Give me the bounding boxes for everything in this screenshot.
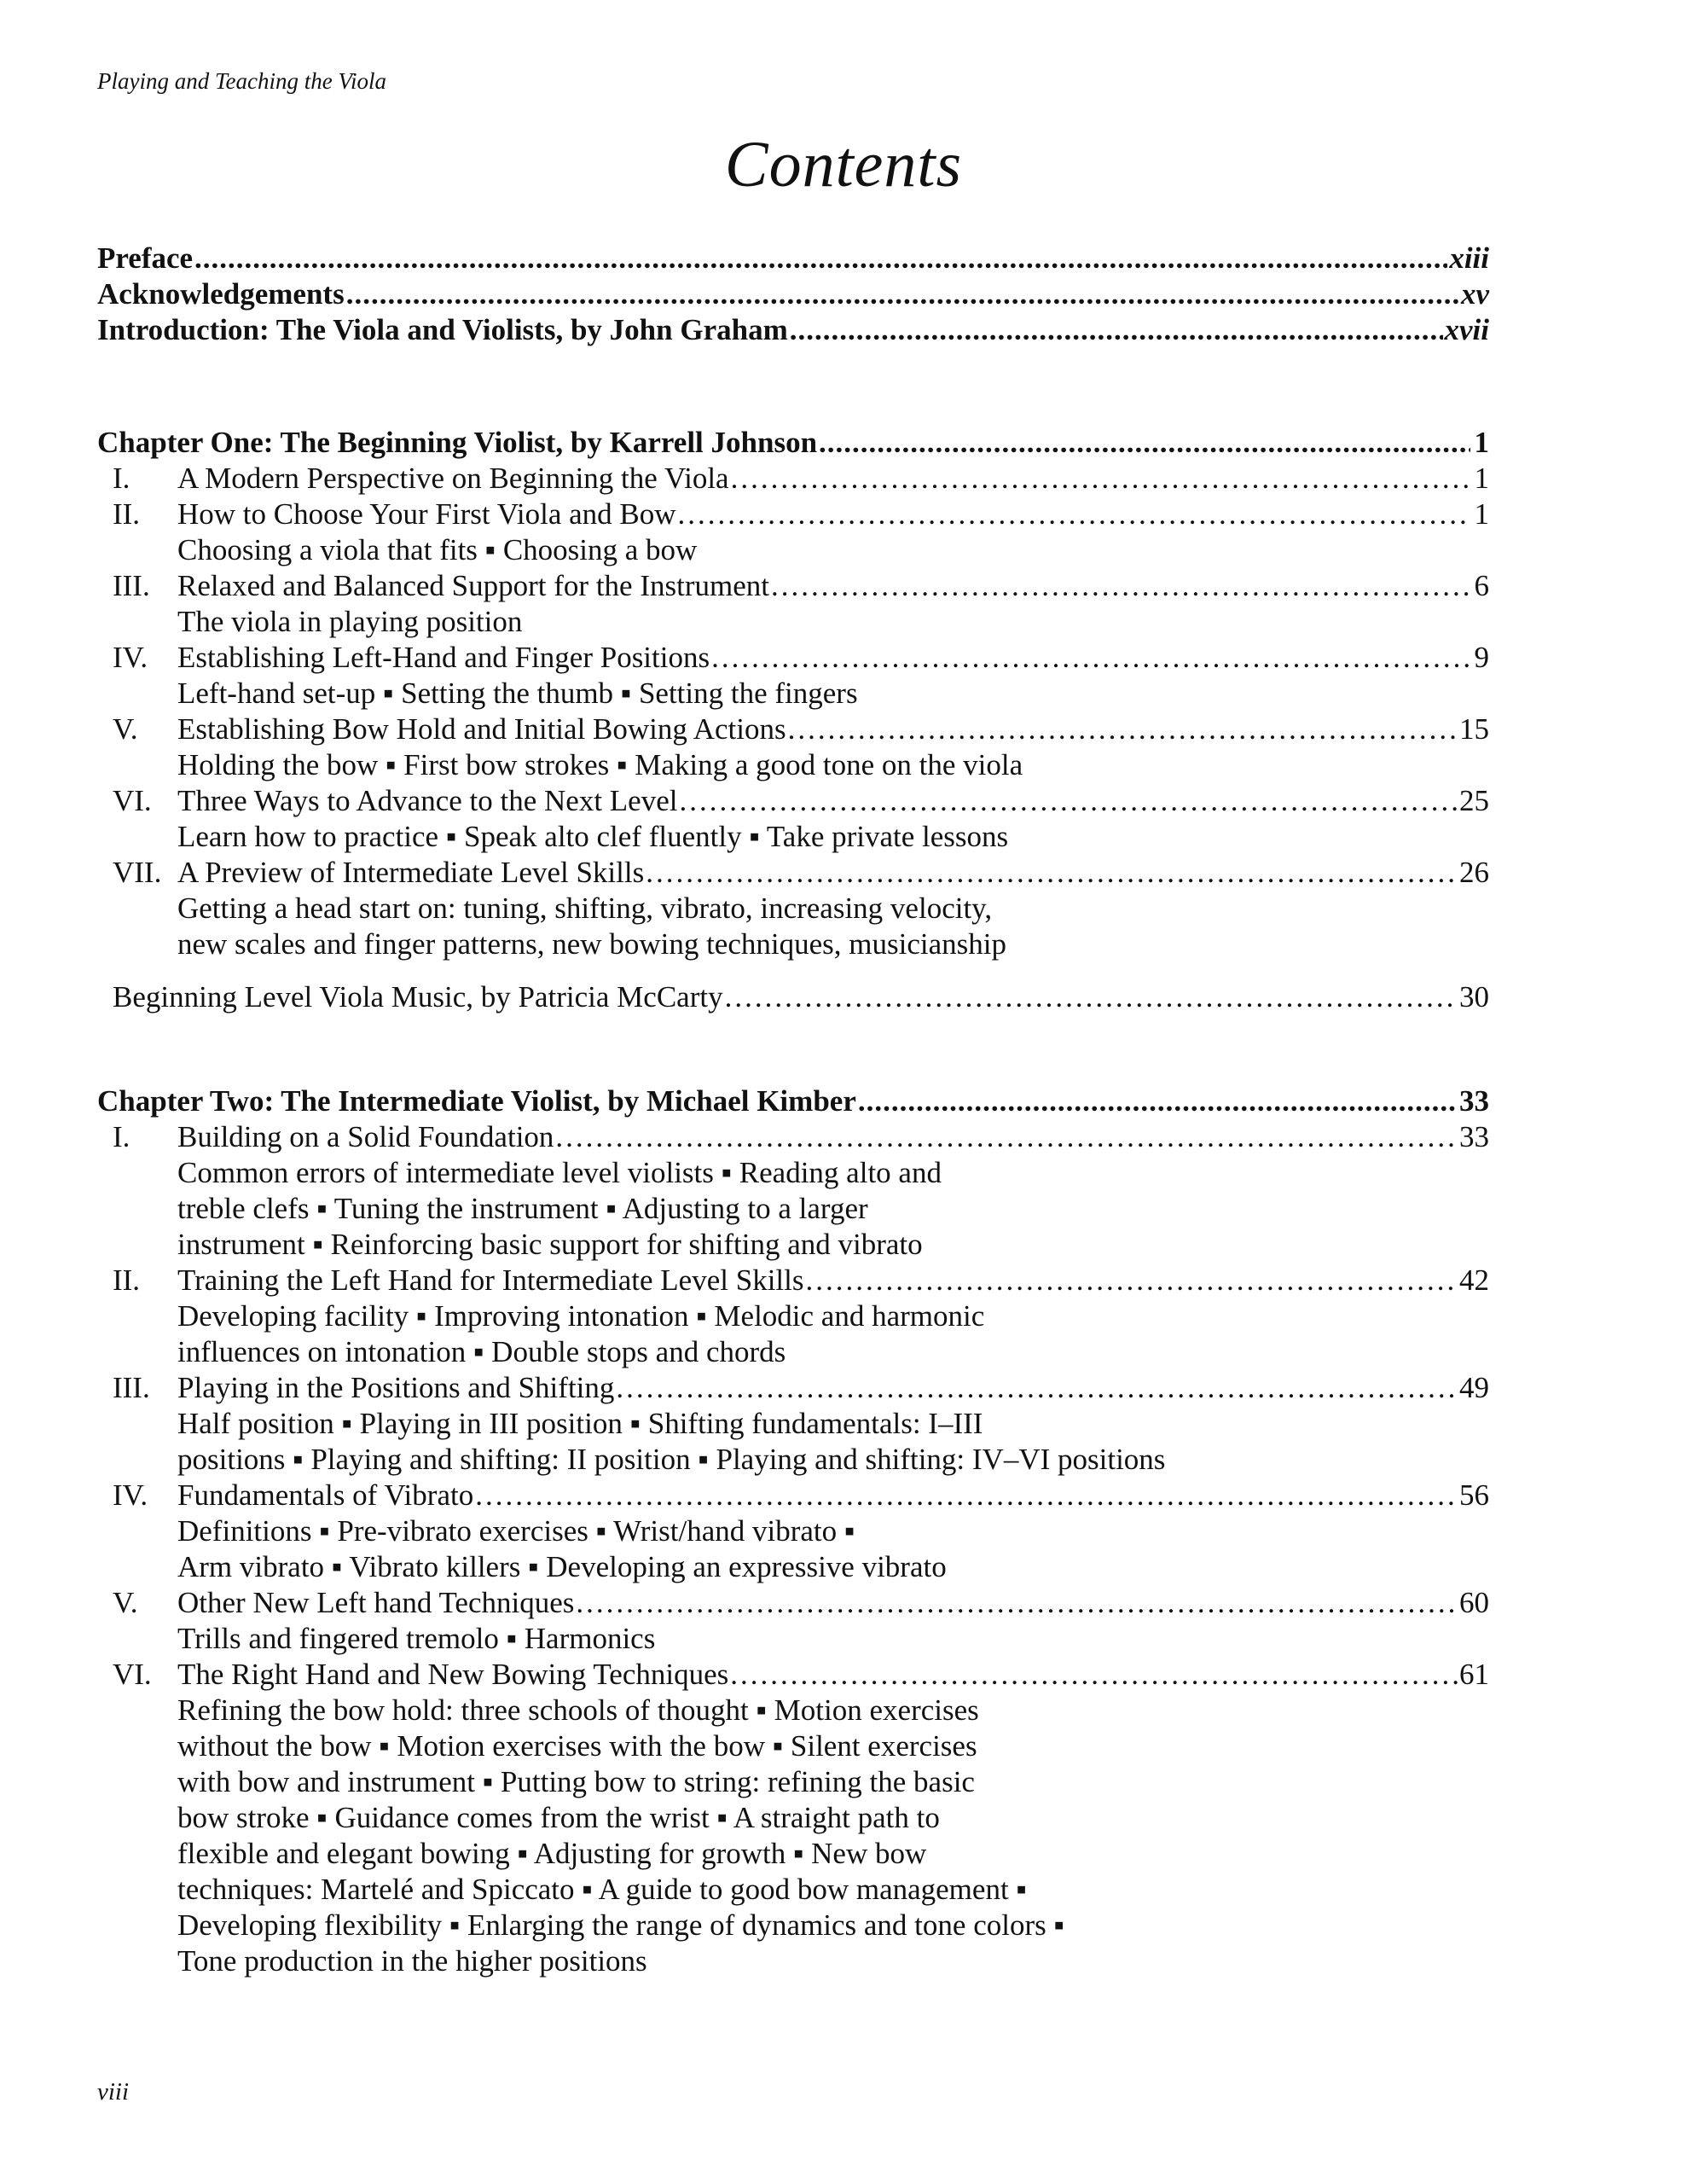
toc-section-entry[interactable] <box>97 640 1489 676</box>
dot-leader <box>555 1119 1458 1155</box>
dot-leader <box>725 979 1458 1015</box>
section-page: 25 <box>1459 784 1489 817</box>
entry-title: Acknowledgements <box>97 277 345 311</box>
section-title: Establishing Bow Hold and Initial Bowing Actions <box>177 712 786 746</box>
section-page: 60 <box>1459 1586 1489 1619</box>
dot-leader <box>576 1585 1458 1621</box>
dot-leader <box>790 312 1443 348</box>
toc-section-entry[interactable] <box>97 1657 1489 1693</box>
section-page: 42 <box>1459 1263 1489 1297</box>
section-page: 56 <box>1459 1478 1489 1512</box>
section-description: Arm vibrato ▪ Vibrato killers ▪ Developing an expressive vibrato <box>177 1550 947 1583</box>
toc-entry-preface[interactable] <box>97 241 1489 276</box>
section-number: III. <box>113 569 150 602</box>
dot-leader <box>731 461 1470 497</box>
section-title: How to Choose Your First Viola and Bow <box>177 497 676 531</box>
dot-leader <box>679 783 1458 819</box>
section-page: 1 <box>1474 462 1489 495</box>
toc-entry-acknowledgements[interactable] <box>97 276 1489 312</box>
section-number: VII. <box>113 856 162 889</box>
dot-leader <box>788 712 1458 747</box>
entry-page: xvii <box>1444 313 1489 346</box>
section-title: Relaxed and Balanced Support for the Instrument <box>177 569 769 602</box>
chapter-title: Chapter Two: The Intermediate Violist, by Michael Kimber <box>97 1084 856 1118</box>
section-number: VI. <box>113 1658 152 1691</box>
dot-leader <box>194 241 1447 276</box>
toc-section-entry[interactable] <box>97 1370 1489 1406</box>
section-title: A Preview of Intermediate Level Skills <box>177 856 645 889</box>
section-description: instrument ▪ Reinforcing basic support for shifting and vibrato <box>177 1228 923 1261</box>
section-page: 6 <box>1474 569 1489 602</box>
section-description: Holding the bow ▪ First bow strokes ▪ Making a good tone on the viola <box>177 748 1023 781</box>
section-page: 9 <box>1474 641 1489 674</box>
running-head: Playing and Teaching the Viola <box>97 68 386 94</box>
section-number: II. <box>113 497 141 531</box>
dot-leader <box>678 497 1470 532</box>
section-description: Trills and fingered tremolo ▪ Harmonics <box>177 1622 656 1655</box>
section-number: V. <box>113 712 138 746</box>
section-title: Playing in the Positions and Shifting <box>177 1371 615 1404</box>
dot-leader <box>711 640 1470 676</box>
section-description: Choosing a viola that fits ▪ Choosing a bow <box>177 533 698 566</box>
section-number: II. <box>113 1263 141 1297</box>
section-title: Fundamentals of Vibrato <box>177 1478 474 1512</box>
section-description: treble clefs ▪ Tuning the instrument ▪ Adjusting to a larger <box>177 1192 868 1225</box>
section-title: Training the Left Hand for Intermediate Level Skills <box>177 1263 804 1297</box>
entry-title: Beginning Level Viola Music, by Patricia McCarty <box>113 980 723 1014</box>
dot-leader <box>346 276 1459 312</box>
chapter-heading[interactable] <box>97 425 1489 461</box>
section-page: 26 <box>1459 856 1489 889</box>
section-description: without the bow ▪ Motion exercises with the bow ▪ Silent exercises <box>177 1729 977 1763</box>
section-number: I. <box>113 1120 130 1153</box>
dot-leader <box>819 425 1470 461</box>
toc-entry-introduction[interactable] <box>97 312 1489 348</box>
section-description: Developing facility ▪ Improving intonation ▪ Melodic and harmonic <box>177 1299 985 1333</box>
section-page: 15 <box>1459 712 1489 746</box>
dot-leader <box>730 1657 1458 1693</box>
section-title: Establishing Left-Hand and Finger Positions <box>177 641 710 674</box>
section-description: Refining the bow hold: three schools of thought ▪ Motion exercises <box>177 1693 979 1727</box>
section-description: Half position ▪ Playing in III position ▪ Shifting fundamentals: I–III <box>177 1407 983 1440</box>
entry-title: Introduction: The Viola and Violists, by John Graham <box>97 313 788 346</box>
toc-section-entry[interactable] <box>97 1585 1489 1621</box>
toc-section-entry[interactable] <box>97 461 1489 497</box>
section-title: Three Ways to Advance to the Next Level <box>177 784 678 817</box>
section-description: Getting a head start on: tuning, shifting, vibrato, increasing velocity, <box>177 892 993 925</box>
entry-page: xv <box>1460 277 1489 311</box>
toc-entry-music-list[interactable] <box>97 979 1489 1015</box>
section-description: Definitions ▪ Pre-vibrato exercises ▪ Wrist/hand vibrato ▪ <box>177 1514 855 1548</box>
entry-title: Preface <box>97 241 194 275</box>
section-number: I. <box>113 462 130 495</box>
section-page: 33 <box>1459 1120 1489 1153</box>
dot-leader <box>616 1370 1458 1406</box>
section-description: bow stroke ▪ Guidance comes from the wrist ▪ A straight path to <box>177 1801 940 1834</box>
section-number: V. <box>113 1586 138 1619</box>
section-description: flexible and elegant bowing ▪ Adjusting for growth ▪ New bow <box>177 1837 927 1870</box>
toc-section-entry[interactable] <box>97 712 1489 747</box>
section-title: A Modern Perspective on Beginning the Viola <box>177 462 729 495</box>
section-description: Tone production in the higher positions <box>177 1944 647 1978</box>
section-description: The viola in playing position <box>177 605 523 638</box>
section-number: VI. <box>113 784 152 817</box>
chapter-title: Chapter One: The Beginning Violist, by Karrell Johnson <box>97 426 818 459</box>
entry-page: xiii <box>1449 241 1489 275</box>
section-page: 1 <box>1474 497 1489 531</box>
toc-section-entry[interactable] <box>97 855 1489 891</box>
dot-leader <box>771 568 1470 604</box>
section-description: with bow and instrument ▪ Putting bow to string: refining the basic <box>177 1765 975 1798</box>
section-description: new scales and finger patterns, new bowing techniques, musicianship <box>177 927 1006 961</box>
section-title: Building on a Solid Foundation <box>177 1120 554 1153</box>
chapter-heading[interactable] <box>97 1083 1489 1119</box>
section-description: Common errors of intermediate level violists ▪ Reading alto and <box>177 1156 942 1189</box>
section-title: The Right Hand and New Bowing Techniques <box>177 1658 729 1691</box>
section-title: Other New Left hand Techniques <box>177 1586 575 1619</box>
page-number: viii <box>97 2078 130 2106</box>
page-title: Contents <box>724 129 963 200</box>
section-description: techniques: Martelé and Spiccato ▪ A guide to good bow management ▪ <box>177 1873 1027 1906</box>
dot-leader <box>858 1083 1458 1119</box>
chapter-page: 1 <box>1474 426 1489 459</box>
toc-section-entry[interactable] <box>97 783 1489 819</box>
dot-leader <box>806 1263 1458 1298</box>
table-of-contents <box>97 241 1489 1979</box>
section-page: 49 <box>1459 1371 1489 1404</box>
chapter-one-sections <box>97 461 1489 962</box>
section-page: 61 <box>1459 1658 1489 1691</box>
toc-section-entry[interactable] <box>97 497 1489 532</box>
entry-page: 30 <box>1459 980 1489 1014</box>
section-number: IV. <box>113 641 148 674</box>
chapter-page: 33 <box>1459 1084 1489 1118</box>
section-description: Learn how to practice ▪ Speak alto clef fluently ▪ Take private lessons <box>177 820 1009 853</box>
chapter-two-sections <box>97 1119 1489 1979</box>
toc-section-entry[interactable] <box>97 1119 1489 1155</box>
section-description: Developing flexibility ▪ Enlarging the range of dynamics and tone colors ▪ <box>177 1908 1064 1942</box>
toc-section-entry[interactable] <box>97 1478 1489 1513</box>
dot-leader <box>475 1478 1458 1513</box>
section-description: Left-hand set-up ▪ Setting the thumb ▪ Setting the fingers <box>177 677 858 710</box>
section-description: influences on intonation ▪ Double stops and chords <box>177 1335 786 1368</box>
section-number: III. <box>113 1371 150 1404</box>
section-description: positions ▪ Playing and shifting: II position ▪ Playing and shifting: IV–VI positions <box>177 1443 1166 1476</box>
dot-leader <box>646 855 1458 891</box>
section-number: IV. <box>113 1478 148 1512</box>
toc-section-entry[interactable] <box>97 1263 1489 1298</box>
toc-section-entry[interactable] <box>97 568 1489 604</box>
